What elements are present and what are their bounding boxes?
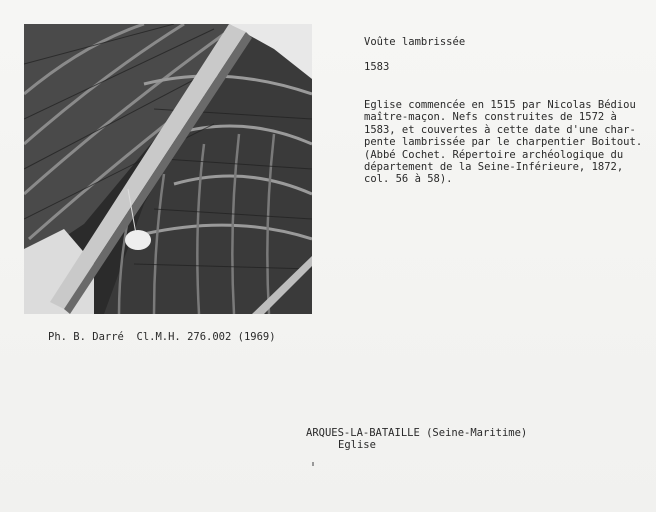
photo-credit: Ph. B. Darré Cl.M.H. 276.002 (1969) (48, 331, 276, 343)
caption-description: Eglise commencée en 1515 par Nicolas Bédiou maître-maçon. Nefs construites de 1572 à 1583, et couvertes à cette date d'une char- pente lambrissée par le charpentier Boitout. (Abbé Cochet. Répertoire archéologique du département de la Seine-Inférieure, 1872, col. 56 à 58). (364, 99, 643, 186)
location-building: Eglise (338, 439, 376, 452)
location-place: ARQUES-LA-BATAILLE (Seine-Maritime) (306, 427, 528, 439)
caption-year: 1583 (364, 61, 390, 74)
caption-title: Voûte lambrissée (364, 36, 466, 49)
mark-dot (312, 462, 314, 466)
caption-block (364, 24, 650, 198)
location-block (306, 427, 527, 452)
vaulted-ceiling-photo (24, 24, 312, 314)
